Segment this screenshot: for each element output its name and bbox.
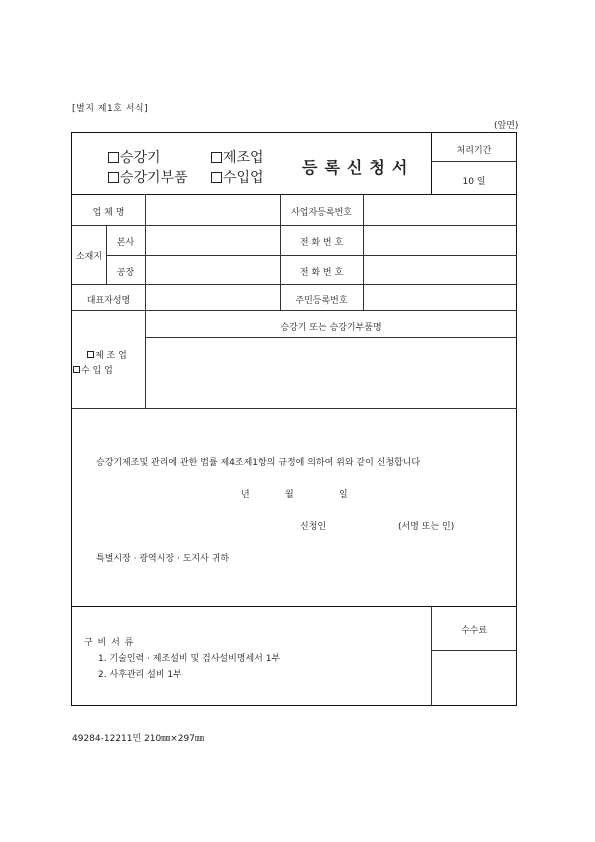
checkbox-icon[interactable] (108, 152, 119, 163)
product-option-import[interactable]: 수 입 업 (73, 363, 113, 376)
phone-label-2: 전 화 번 호 (299, 268, 344, 278)
head-office-label: 본사 (116, 238, 135, 248)
signature-label: (서명 또는 인) (398, 522, 455, 532)
resident-reg-label: 주민등록번호 (295, 296, 348, 306)
addressee-label: 특별시장 · 광역시장 · 도지사 귀하 (96, 554, 230, 564)
processing-period-label: 처리기간 (456, 146, 492, 156)
representative-field[interactable] (146, 285, 279, 309)
page-side-label: (앞면) (494, 121, 519, 131)
product-name-header: 승강기 또는 승강기부품명 (280, 323, 382, 333)
factory-label: 공장 (116, 268, 135, 278)
product-name-field[interactable] (146, 338, 516, 407)
option-elevator[interactable]: 승강기 (108, 147, 161, 167)
option-manufacturing[interactable]: 제조업 (211, 147, 264, 167)
registration-form (71, 132, 517, 706)
declaration-statement: 승강기제조및 관리에 관한 법률 제4조제1항의 규정에 의하여 위와 같이 신청합니다 (96, 458, 421, 468)
processing-period-value: 10 일 (462, 177, 486, 187)
factory-field[interactable] (146, 256, 279, 283)
date-day-label: 일 (339, 490, 348, 500)
option-elevator-parts[interactable]: 승강기부품 (108, 167, 188, 187)
checkbox-icon[interactable] (211, 172, 222, 183)
required-documents-heading: 구 비 서 류 (84, 638, 135, 648)
checkbox-icon[interactable] (87, 351, 94, 358)
business-reg-field[interactable] (364, 195, 516, 224)
phone-label-1: 전 화 번 호 (299, 238, 344, 248)
representative-label: 대표자성명 (86, 296, 131, 306)
form-reference: [별지 제1호 서식] (72, 104, 149, 114)
company-name-field[interactable] (146, 195, 279, 224)
date-year-label: 년 (241, 490, 250, 500)
applicant-label: 신청인 (300, 522, 327, 532)
option-import[interactable]: 수입업 (211, 167, 264, 187)
date-month-label: 월 (285, 490, 294, 500)
phone-field-1[interactable] (364, 226, 516, 254)
phone-field-2[interactable] (364, 256, 516, 283)
business-reg-label: 사업자등록번호 (291, 208, 352, 218)
resident-reg-field[interactable] (364, 285, 516, 309)
required-document-item: 1. 기술인력 · 제조설비 및 검사설비명세서 1부 (98, 654, 281, 664)
checkbox-icon[interactable] (73, 366, 80, 373)
checkbox-icon[interactable] (211, 152, 222, 163)
company-name-label: 업 체 명 (92, 208, 125, 218)
checkbox-icon[interactable] (108, 172, 119, 183)
fee-label: 수수료 (460, 626, 488, 636)
form-title: 등록신청서 (302, 158, 415, 177)
head-office-field[interactable] (146, 226, 279, 254)
location-label: 소재지 (75, 252, 103, 262)
fee-field[interactable] (432, 651, 516, 705)
product-option-manufacture[interactable]: 제 조 업 (87, 348, 127, 361)
form-footer-code: 49284-12211민 210㎜×297㎜ (72, 734, 204, 744)
required-document-item: 2. 사후관리 설비 1부 (98, 670, 182, 680)
